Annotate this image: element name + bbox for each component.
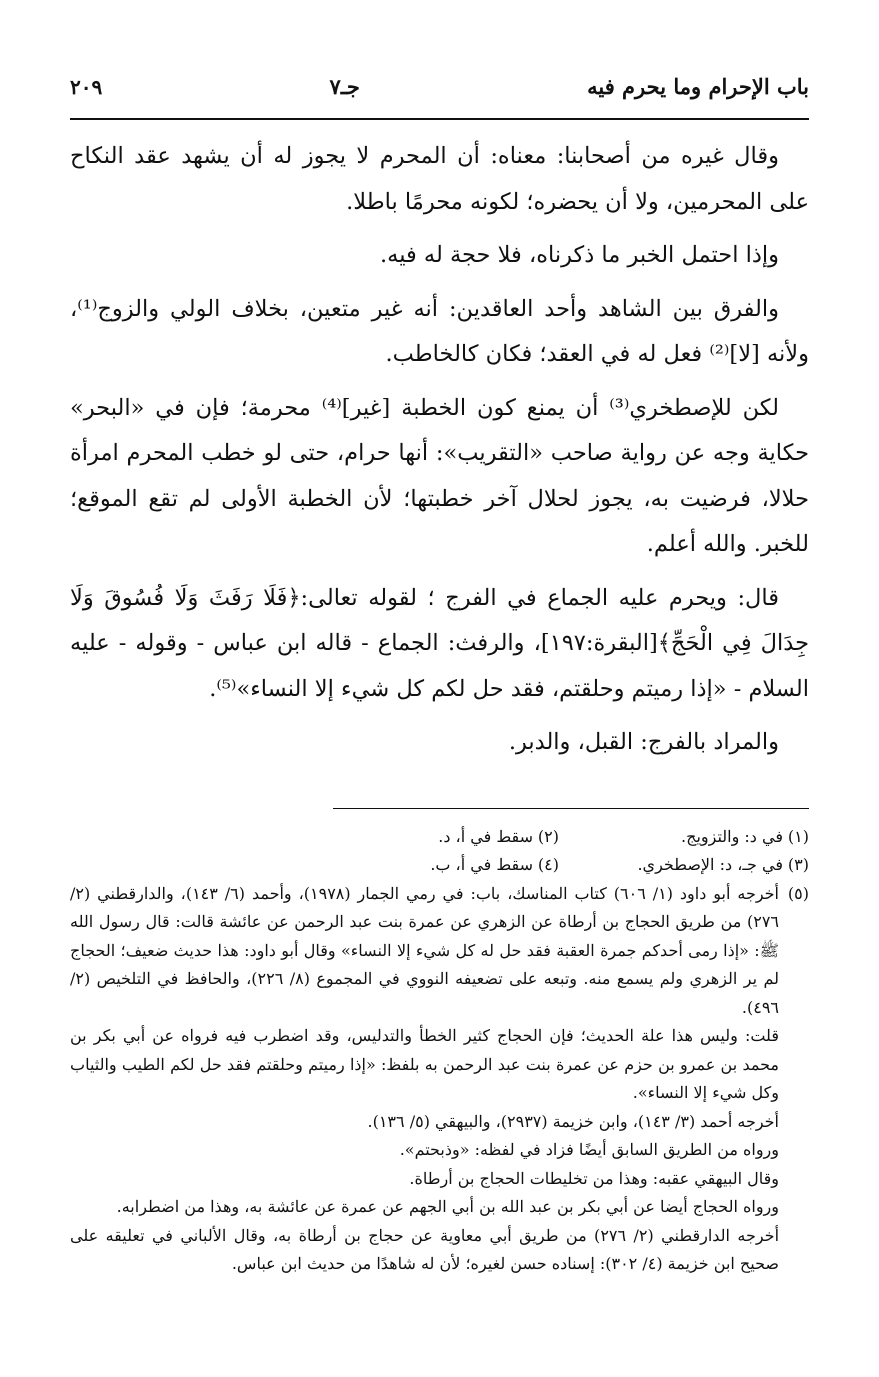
volume-label: جـ٧ bbox=[329, 74, 360, 99]
footnote-text: في جـ، د: الإصطخري. bbox=[637, 855, 783, 874]
footnote-paragraph: أخرجه أبو داود (١/ ٦٠٦) كتاب المناسك، باب: في رمي الجمار (١٩٧٨)، وأحمد (٦/ ١٤٣)، والدارقطني (٢/ ٢٧٦) من طريق الحجاج بن أرطاة عن الزهري عن عمرة بنت عبد الرحمن عن عائشة قالت: قال رسول الله ﷺ: «إذا رمى أحدكم جمرة العقبة فقد حل له كل شيء إلا النساء» وقال أبو داود: هذا حديث ضعيف؛ الحجاج لم ير الزهري ولم يسمع منه. وتبعه على تضعيفه النووي في المجموع (٨/ ٢٢٦)، والحافظ في التلخيص (٢/ ٤٩٦). bbox=[70, 883, 780, 1017]
paragraph: وقال غيره من أصحابنا: معناه: أن المحرم لا يجوز له أن يشهد عقد النكاح على المحرمين، ولا أن يحضره؛ لكونه محرمًا باطلا. bbox=[70, 143, 809, 215]
footnotes bbox=[70, 823, 809, 1279]
footnote-text: في د: والتزويج. bbox=[681, 826, 783, 846]
header-rule bbox=[70, 118, 809, 120]
footnote-rule bbox=[333, 808, 809, 809]
footnote-text: سقط في أ، ب. bbox=[430, 855, 533, 874]
footnote-number: (١) bbox=[787, 826, 809, 846]
footnote bbox=[309, 823, 559, 852]
footnote-content bbox=[70, 880, 779, 1279]
paragraph: لكن للإصطخري⁽³⁾ أن يمنع كون الخطبة [غير]⁽⁴⁾ محرمة؛ فإن في «البحر» حكاية وجه عن رواية صاحب «التقريب»: أنها حرام، حتى لو خطب المحرم امرأة حلالا، فرضيت به، يجوز لحلال آخر خطبتها؛ لأن الخطبة الأولى لم تقع الموقع؛ للخبر. والله أعلم. bbox=[70, 394, 809, 557]
footnote-paragraph: ورواه الحجاج أيضا عن أبي بكر بن عبد الله بن أبي الجهم عن عمرة عن عائشة به، وهذا من اضطرابه. bbox=[116, 1197, 779, 1216]
footnote-paragraph: أخرجه الدارقطني (٢/ ٢٧٦) من طريق أبي معاوية عن حجاج بن أرطاة به، وقال الألباني في تعليقه على صحيح ابن خزيمة (٤/ ٣٠٢): إسناده حسن لغيره؛ لأن له شاهدًا من حديث ابن عباس. bbox=[70, 1225, 780, 1273]
chapter-title: باب الإحرام وما يحرم فيه bbox=[587, 74, 809, 99]
footnote-number: (٢) bbox=[537, 826, 559, 846]
paragraph: وإذا احتمل الخبر ما ذكرناه، فلا حجة له فيه. bbox=[379, 242, 779, 268]
footnote-row bbox=[70, 851, 809, 880]
footnote-text: سقط في أ، د. bbox=[438, 826, 533, 846]
footnote-number: (٤) bbox=[537, 855, 559, 874]
footnote bbox=[309, 851, 559, 880]
footnote bbox=[70, 880, 809, 1279]
main-text bbox=[70, 134, 809, 766]
footnote-paragraph: أخرجه أحمد (٣/ ١٤٣)، وابن خزيمة (٢٩٣٧)، والبيهقي (٥/ ١٣٦). bbox=[367, 1111, 779, 1131]
footnote-paragraph: قلت: وليس هذا علة الحديث؛ فإن الحجاج كثير الخطأ والتدليس، وقد اضطرب فيه فرواه عن أبي بكر بن محمد بن عمرو بن حزم عن عمرة بنت عبد الرحمن به بلفظ: «إذا رميتم وحلقتم فقد حل لكم الطيب والثياب وكل شيء إلا النساء». bbox=[70, 1026, 779, 1102]
paragraph: والمراد بالفرج: القبل، والدبر. bbox=[508, 729, 779, 755]
footnote-paragraph: وقال البيهقي عقبه: وهذا من تخليطات الحجاج بن أرطاة. bbox=[409, 1168, 779, 1188]
footnote-number: (٥) bbox=[787, 883, 809, 903]
footnote bbox=[559, 823, 809, 852]
paragraph: والفرق بين الشاهد وأحد العاقدين: أنه غير متعين، بخلاف الولي والزوج⁽¹⁾، ولأنه [لا]⁽²⁾ فعل له في العقد؛ فكان كالخاطب. bbox=[70, 295, 809, 367]
footnote-row bbox=[70, 823, 809, 852]
page-number: ٢٠٩ bbox=[70, 75, 103, 99]
footnote-paragraph: ورواه من الطريق السابق أيضًا فزاد في لفظه: «وذبحتم». bbox=[399, 1140, 779, 1159]
footnote bbox=[559, 851, 809, 880]
running-header bbox=[70, 74, 809, 108]
paragraph: قال: ويحرم عليه الجماع في الفرج ؛ لقوله تعالى:﴿فَلَا رَفَثَ وَلَا فُسُوقَ وَلَا جِدَالَ فِي الْحَجِّ﴾[البقرة:١٩٧]، والرفث: الجماع - قاله ابن عباس - وقوله - عليه السلام - «إذا رميتم وحلقتم، فقد حل لكم كل شيء إلا النساء»⁽⁵⁾. bbox=[70, 584, 810, 702]
footnote-number: (٣) bbox=[787, 855, 809, 874]
